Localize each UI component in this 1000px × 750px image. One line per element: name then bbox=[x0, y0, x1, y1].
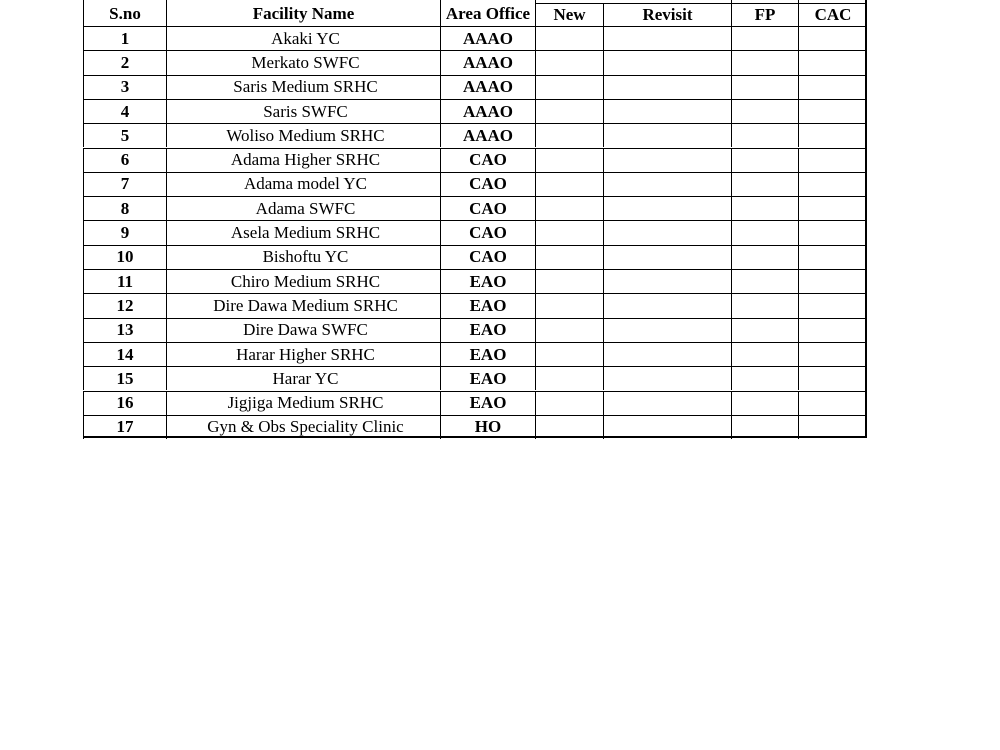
cell-area-office: AAAO bbox=[440, 123, 535, 147]
cell-facility-name: Dire Dawa SWFC bbox=[166, 318, 440, 342]
cell-facility-name: Jigjiga Medium SRHC bbox=[166, 391, 440, 415]
cell-new[interactable] bbox=[535, 196, 603, 220]
cell-facility-name: Dire Dawa Medium SRHC bbox=[166, 293, 440, 317]
cell-area-office: EAO bbox=[440, 391, 535, 415]
cell-area-office: AAAO bbox=[440, 99, 535, 123]
cell-revisit[interactable] bbox=[603, 196, 731, 220]
cell-revisit[interactable] bbox=[603, 50, 731, 74]
cell-facility-name: Harar YC bbox=[166, 366, 440, 390]
header-group-divider bbox=[798, 0, 799, 3]
cell-new[interactable] bbox=[535, 415, 603, 439]
cell-facility-name: Gyn & Obs Speciality Clinic bbox=[166, 415, 440, 439]
cell-revisit[interactable] bbox=[603, 293, 731, 317]
cell-revisit[interactable] bbox=[603, 75, 731, 99]
cell-fp[interactable] bbox=[731, 172, 798, 196]
header-cac: CAC bbox=[798, 3, 867, 26]
cell-cac[interactable] bbox=[798, 50, 867, 74]
cell-cac[interactable] bbox=[798, 391, 867, 415]
cell-revisit[interactable] bbox=[603, 391, 731, 415]
cell-facility-name: Akaki YC bbox=[166, 26, 440, 50]
cell-facility-name: Saris Medium SRHC bbox=[166, 75, 440, 99]
cell-fp[interactable] bbox=[731, 269, 798, 293]
cell-new[interactable] bbox=[535, 50, 603, 74]
cell-cac[interactable] bbox=[798, 318, 867, 342]
cell-sno: 6 bbox=[83, 148, 166, 172]
cell-fp[interactable] bbox=[731, 366, 798, 390]
cell-sno: 13 bbox=[83, 318, 166, 342]
cell-revisit[interactable] bbox=[603, 318, 731, 342]
cell-sno: 10 bbox=[83, 245, 166, 269]
header-area-office: Area Office bbox=[440, 0, 535, 26]
cell-cac[interactable] bbox=[798, 269, 867, 293]
cell-sno: 7 bbox=[83, 172, 166, 196]
cell-facility-name: Chiro Medium SRHC bbox=[166, 269, 440, 293]
header-group-divider bbox=[731, 0, 732, 3]
cell-fp[interactable] bbox=[731, 318, 798, 342]
cell-revisit[interactable] bbox=[603, 342, 731, 366]
cell-area-office: EAO bbox=[440, 293, 535, 317]
cell-fp[interactable] bbox=[731, 148, 798, 172]
cell-sno: 5 bbox=[83, 123, 166, 147]
cell-revisit[interactable] bbox=[603, 172, 731, 196]
cell-fp[interactable] bbox=[731, 220, 798, 244]
cell-area-office: EAO bbox=[440, 269, 535, 293]
cell-new[interactable] bbox=[535, 293, 603, 317]
cell-new[interactable] bbox=[535, 75, 603, 99]
cell-cac[interactable] bbox=[798, 293, 867, 317]
cell-new[interactable] bbox=[535, 26, 603, 50]
cell-revisit[interactable] bbox=[603, 366, 731, 390]
cell-facility-name: Merkato SWFC bbox=[166, 50, 440, 74]
cell-cac[interactable] bbox=[798, 123, 867, 147]
cell-fp[interactable] bbox=[731, 342, 798, 366]
cell-fp[interactable] bbox=[731, 293, 798, 317]
header-facility-name: Facility Name bbox=[166, 0, 440, 26]
cell-facility-name: Adama Higher SRHC bbox=[166, 148, 440, 172]
cell-cac[interactable] bbox=[798, 196, 867, 220]
cell-revisit[interactable] bbox=[603, 220, 731, 244]
cell-sno: 3 bbox=[83, 75, 166, 99]
cell-new[interactable] bbox=[535, 220, 603, 244]
cell-new[interactable] bbox=[535, 123, 603, 147]
cell-fp[interactable] bbox=[731, 123, 798, 147]
cell-facility-name: Bishoftu YC bbox=[166, 245, 440, 269]
cell-facility-name: Saris SWFC bbox=[166, 99, 440, 123]
header-revisit: Revisit bbox=[603, 3, 731, 26]
cell-fp[interactable] bbox=[731, 26, 798, 50]
cell-fp[interactable] bbox=[731, 196, 798, 220]
cell-cac[interactable] bbox=[798, 220, 867, 244]
cell-area-office: CAO bbox=[440, 220, 535, 244]
cell-cac[interactable] bbox=[798, 366, 867, 390]
cell-new[interactable] bbox=[535, 99, 603, 123]
cell-sno: 15 bbox=[83, 366, 166, 390]
header-group-strip bbox=[535, 0, 867, 3]
cell-new[interactable] bbox=[535, 318, 603, 342]
cell-new[interactable] bbox=[535, 366, 603, 390]
cell-facility-name: Woliso Medium SRHC bbox=[166, 123, 440, 147]
cell-fp[interactable] bbox=[731, 99, 798, 123]
cell-area-office: AAAO bbox=[440, 75, 535, 99]
cell-cac[interactable] bbox=[798, 26, 867, 50]
cell-area-office: EAO bbox=[440, 366, 535, 390]
cell-fp[interactable] bbox=[731, 50, 798, 74]
cell-cac[interactable] bbox=[798, 245, 867, 269]
cell-facility-name: Adama model YC bbox=[166, 172, 440, 196]
cell-new[interactable] bbox=[535, 342, 603, 366]
cell-area-office: EAO bbox=[440, 318, 535, 342]
cell-area-office: CAO bbox=[440, 148, 535, 172]
cell-revisit[interactable] bbox=[603, 99, 731, 123]
cell-fp[interactable] bbox=[731, 245, 798, 269]
cell-fp[interactable] bbox=[731, 75, 798, 99]
cell-new[interactable] bbox=[535, 245, 603, 269]
cell-sno: 14 bbox=[83, 342, 166, 366]
cell-area-office: CAO bbox=[440, 196, 535, 220]
cell-sno: 16 bbox=[83, 391, 166, 415]
cell-area-office: CAO bbox=[440, 245, 535, 269]
cell-area-office: CAO bbox=[440, 172, 535, 196]
cell-sno: 8 bbox=[83, 196, 166, 220]
cell-facility-name: Asela Medium SRHC bbox=[166, 220, 440, 244]
header-sno: S.no bbox=[83, 0, 166, 26]
cell-cac[interactable] bbox=[798, 99, 867, 123]
cell-revisit[interactable] bbox=[603, 245, 731, 269]
cell-revisit[interactable] bbox=[603, 26, 731, 50]
cell-area-office: AAAO bbox=[440, 26, 535, 50]
cell-fp[interactable] bbox=[731, 391, 798, 415]
cell-revisit[interactable] bbox=[603, 148, 731, 172]
cell-sno: 1 bbox=[83, 26, 166, 50]
cell-cac[interactable] bbox=[798, 415, 867, 439]
cell-new[interactable] bbox=[535, 172, 603, 196]
cell-cac[interactable] bbox=[798, 342, 867, 366]
cell-area-office: EAO bbox=[440, 342, 535, 366]
cell-revisit[interactable] bbox=[603, 123, 731, 147]
cell-revisit[interactable] bbox=[603, 269, 731, 293]
cell-new[interactable] bbox=[535, 148, 603, 172]
cell-area-office: HO bbox=[440, 415, 535, 439]
cell-sno: 2 bbox=[83, 50, 166, 74]
cell-cac[interactable] bbox=[798, 172, 867, 196]
header-fp: FP bbox=[731, 3, 798, 26]
cell-area-office: AAAO bbox=[440, 50, 535, 74]
cell-sno: 4 bbox=[83, 99, 166, 123]
cell-facility-name: Harar Higher SRHC bbox=[166, 342, 440, 366]
cell-sno: 9 bbox=[83, 220, 166, 244]
facility-table bbox=[83, 0, 867, 438]
header-new: New bbox=[535, 3, 603, 26]
cell-cac[interactable] bbox=[798, 75, 867, 99]
cell-revisit[interactable] bbox=[603, 415, 731, 439]
cell-sno: 11 bbox=[83, 269, 166, 293]
cell-new[interactable] bbox=[535, 269, 603, 293]
cell-sno: 17 bbox=[83, 415, 166, 439]
cell-fp[interactable] bbox=[731, 415, 798, 439]
cell-sno: 12 bbox=[83, 293, 166, 317]
cell-new[interactable] bbox=[535, 391, 603, 415]
cell-cac[interactable] bbox=[798, 148, 867, 172]
cell-facility-name: Adama SWFC bbox=[166, 196, 440, 220]
